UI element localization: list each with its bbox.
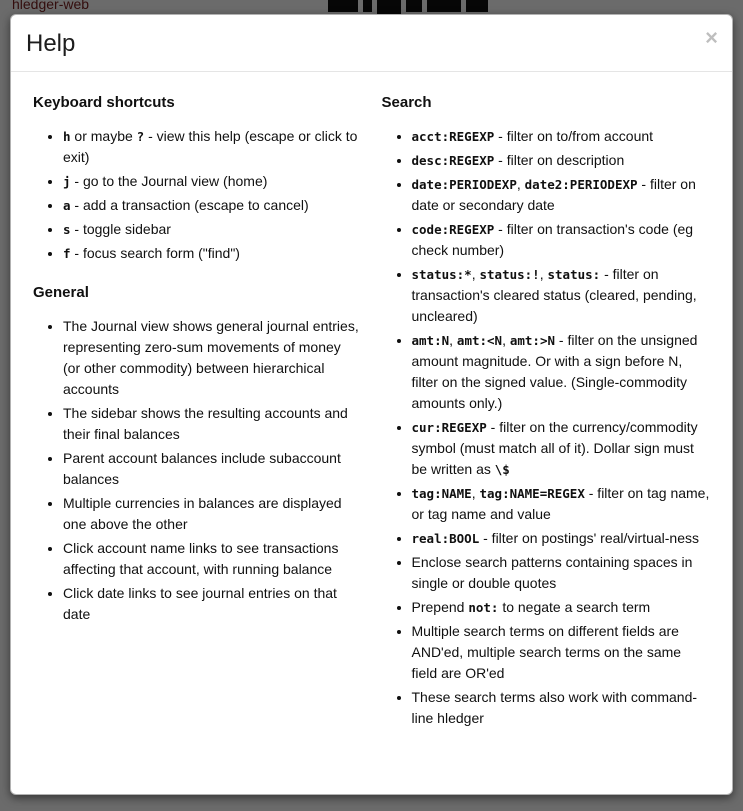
close-icon[interactable]: × [705,25,718,50]
code-term: status:! [479,267,540,283]
code-term: desc:REGEXP [411,153,495,169]
help-list-item: • a - add a transaction (escape to cancel) [63,195,362,216]
code-term: cur:REGEXP [411,420,487,436]
help-list-item: • acct:REGEXP - filter on to/from account [412,126,711,147]
help-list-item: • tag:NAME, tag:NAME=REGEX - filter on tag name, or tag name and value [412,483,711,525]
code-term: \$ [494,462,510,478]
help-list-item: • Multiple currencies in balances are displayed one above the other [63,493,362,535]
help-list-item: • j - go to the Journal view (home) [63,171,362,192]
code-term: f [63,246,71,262]
help-list [382,126,711,729]
code-term: amt:N [411,333,450,349]
help-list [33,316,362,625]
help-right-column [372,86,721,749]
help-list-item: • code:REGEXP - filter on transaction's code (eg check number) [412,219,711,261]
help-list-item: • Multiple search terms on different fields are AND'ed, multiple search terms on the same field are OR'ed [412,621,711,684]
help-list-item: • cur:REGEXP - filter on the currency/commodity symbol (must match all of it). Dollar sign must be written as \$ [412,417,711,480]
help-left-column [23,86,372,749]
code-term: date:PERIODEXP [411,177,517,193]
code-term: j [63,174,71,190]
modal-body [11,72,732,769]
help-list-item: • date:PERIODEXP, date2:PERIODEXP - filter on date or secondary date [412,174,711,216]
section-heading: General [33,284,89,302]
modal-title: Help [26,30,76,57]
help-list-item: • f - focus search form ("find") [63,243,362,264]
help-list-item: • The Journal view shows general journal entries, representing zero-sum movements of money (or other commodity) between hierarchical accounts [63,316,362,400]
help-list-item: • real:BOOL - filter on postings' real/virtual-ness [412,528,711,549]
code-term: h [63,129,71,145]
help-list-item: • The sidebar shows the resulting accounts and their final balances [63,403,362,445]
code-term: real:BOOL [411,531,480,547]
help-list-item: • h or maybe ? - view this help (escape or click to exit) [63,126,362,168]
help-list-item: • s - toggle sidebar [63,219,362,240]
code-term: acct:REGEXP [411,129,495,145]
code-term: amt:<N [456,333,503,349]
section-heading: Keyboard shortcuts [33,94,175,112]
help-list-item: • Click date links to see journal entries on that date [63,583,362,625]
code-term: s [63,222,71,238]
code-term: a [63,198,71,214]
code-term: code:REGEXP [411,222,495,238]
code-term: status: [547,267,601,283]
code-term: date2:PERIODEXP [524,177,638,193]
help-list-item: • Click account name links to see transactions affecting that account, with running balance [63,538,362,580]
code-term: tag:NAME=REGEX [479,486,585,502]
code-term: not: [468,600,499,616]
help-list-item: • Enclose search patterns containing spaces in single or double quotes [412,552,711,594]
help-list-item: • Parent account balances include subaccount balances [63,448,362,490]
code-term: tag:NAME [411,486,472,502]
code-term: amt:>N [509,333,556,349]
help-list-item: • desc:REGEXP - filter on description [412,150,711,171]
help-modal [10,14,733,795]
help-list-item: • status:*, status:!, status: - filter on transaction's cleared status (cleared, pending, uncleared) [412,264,711,327]
modal-header [11,15,732,72]
code-term: status:* [411,267,472,283]
help-list-item: • amt:N, amt:<N, amt:>N - filter on the unsigned amount magnitude. Or with a sign before N, filter on the signed value. (Single-commodity amounts only.) [412,330,711,414]
help-list-item: • These search terms also work with command-line hledger [412,687,711,729]
help-list [33,126,362,264]
help-list-item: • Prepend not: to negate a search term [412,597,711,618]
section-heading: Search [381,94,432,112]
code-term: ? [136,129,145,145]
